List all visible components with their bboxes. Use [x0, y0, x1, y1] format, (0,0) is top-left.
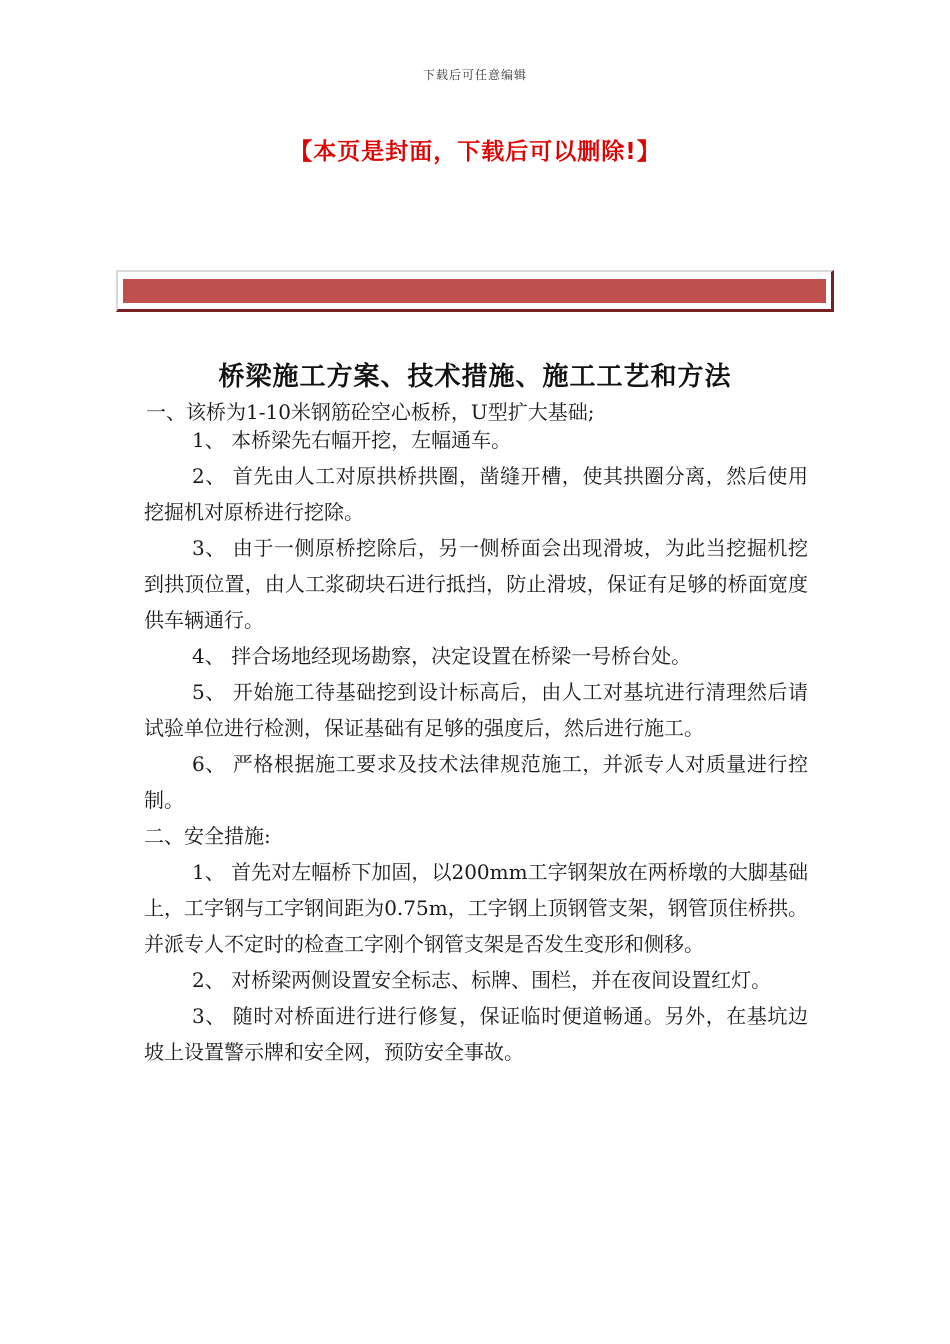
- section-1-item-4: 4、 拌合场地经现场勘察，决定设置在桥梁一号桥台处。: [192, 644, 692, 668]
- section-2-item-1: 1、 首先对左幅桥下加固，以200mm工字钢架放在两桥墩的大脚基础上，工字钢与工字钢间距为0.75m，工字钢上顶钢管支架，钢管顶住桥拱。并派专人不定时的检查工字刚个钢管支架是否发生变形和侧移。: [144, 860, 808, 956]
- document-title: 桥梁施工方案、技术措施、施工工艺和方法: [218, 362, 732, 392]
- section-1-item-3: 3、 由于一侧原桥挖除后，另一侧桥面会出现滑坡，为此当挖掘机挖到拱顶位置，由人工浆砌块石进行抵挡，防止滑坡，保证有足够的桥面宽度供车辆通行。: [144, 536, 808, 632]
- section-2-heading: 二、安全措施:: [144, 824, 271, 848]
- section-1-body-continued: [144, 458, 808, 1070]
- section-1-item-2: 2、 首先由人工对原拱桥拱圈，凿缝开槽，使其拱圈分离，然后使用挖掘机对原桥进行挖除。: [144, 464, 808, 524]
- decorative-banner: [116, 270, 834, 312]
- section-2-item-2: 2、 对桥梁两侧设置安全标志、标牌、围栏，并在夜间设置红灯。: [192, 968, 772, 992]
- section-1-item-5: 5、 开始施工待基础挖到设计标高后，由人工对基坑进行清理然后请试验单位进行检测，保证基础有足够的强度后，然后进行施工。: [144, 680, 808, 740]
- section-1-item-1: 1、 本桥梁先右幅开挖，左幅通车。: [192, 428, 512, 452]
- section-1-item-6: 6、 严格根据施工要求及技术法律规范施工，并派专人对质量进行控制。: [144, 752, 808, 812]
- section-1-body: [144, 422, 808, 458]
- header-note: 下载后可任意编辑: [422, 68, 527, 82]
- section-1-heading: 一、该桥为1-10米钢筋砼空心板桥，U型扩大基础;: [146, 400, 595, 424]
- section-2-item-3: 3、 随时对桥面进行进行修复，保证临时便道畅通。另外，在基坑边坡上设置警示牌和安全网，预防安全事故。: [144, 1004, 808, 1064]
- cover-notice: 【本页是封面，下载后可以删除!】: [289, 139, 661, 165]
- banner-bar: [123, 279, 826, 303]
